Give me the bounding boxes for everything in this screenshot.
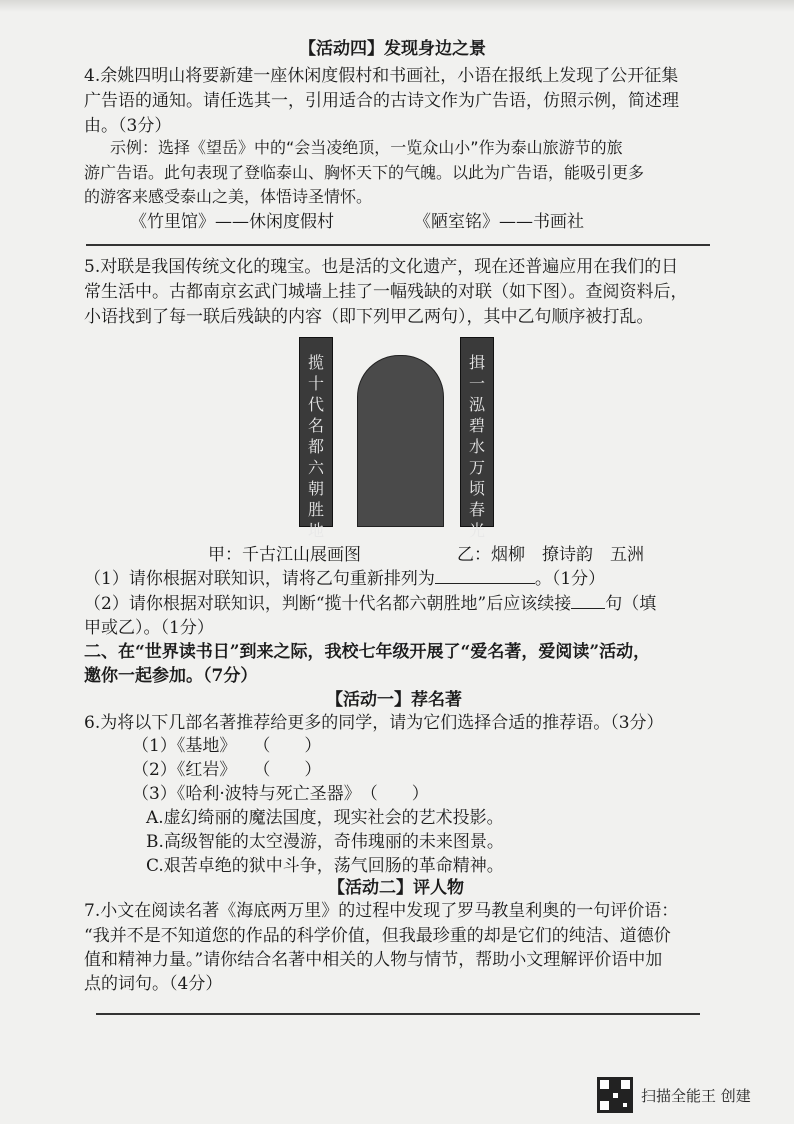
q6-item-2: （2）《红岩》 （ ）: [132, 760, 322, 780]
couplet-char: 六: [307, 458, 324, 477]
couplet-char: 万: [468, 458, 485, 477]
q6-item-1: （1）《基地》 （ ）: [132, 736, 322, 756]
sub1-answer-blank[interactable]: [435, 583, 535, 584]
q5-sub2: （2）请你根据对联知识，判断“揽十代名都六朝胜地”后应该续接 句（填: [84, 594, 657, 614]
q4-line3: 由。（3分）: [84, 116, 172, 136]
couplet-char: 顷: [468, 479, 485, 498]
couplet-char: 朝: [307, 479, 324, 498]
q7-line4: 点的词句。（4分）: [84, 974, 223, 994]
section2-line1: 二、在“世界读书日”到来之际，我校七年级开展了“爱名著，爱阅读”活动，: [84, 642, 651, 662]
q5-sub1: （1）请你根据对联知识，请将乙句重新排列为 。（1分）: [84, 569, 606, 589]
q5-line1: 5.对联是我国传统文化的瑰宝。也是活的文化遗产，现在还普遍应用在我们的日: [84, 257, 679, 277]
couplet-char: 揽: [307, 353, 324, 372]
couplet-char: 光: [468, 521, 485, 540]
section2-line2: 邀你一起参加。（7分）: [84, 666, 258, 686]
city-gate-image: [357, 355, 444, 527]
q6-choice-a: A.虚幻绮丽的魔法国度，现实社会的艺术投影。: [146, 808, 504, 828]
q5-sub2-line2: 甲或乙）。（1分）: [84, 618, 214, 638]
couplet-char: 地: [307, 521, 324, 540]
option-b: 《陋室铭》——书画社: [414, 212, 584, 232]
couplet-char: 十: [307, 374, 324, 393]
couplet-char: 胜: [307, 500, 324, 519]
q5-line3: 小语找到了每一联后残缺的内容（即下列甲乙两句），其中乙句顺序被打乱。: [84, 307, 654, 327]
option-a: 《竹里馆》——休闲度假村: [130, 212, 334, 232]
example-line2: 游广告语。此句表现了登临泰山、胸怀天下的气魄。以此为广告语，能吸引更多: [84, 163, 645, 182]
sub2-answer-blank[interactable]: [571, 608, 605, 609]
q4-line1: 4.余姚四明山将要新建一座休闲度假村和书画社，小语在报纸上发现了公开征集: [84, 66, 679, 86]
jia-line: 甲：千古江山展画图: [208, 545, 361, 565]
scanner-watermark: 扫描全能王 创建: [641, 1087, 751, 1105]
q7-line1: 7.小文在阅读名著《海底两万里》的过程中发现了罗马教皇利奥的一句评价语：: [84, 901, 679, 921]
q4-line2: 广告语的通知。请任选其一，引用适合的古诗文作为广告语，仿照示例，简述理: [84, 91, 679, 111]
q6-item-3: （3）《哈利·波特与死亡圣器》 （ ）: [132, 784, 429, 804]
q5-line2: 常生活中。古都南京玄武门城墙上挂了一幅残缺的对联（如下图）。查阅资料后，: [84, 282, 688, 302]
yi-line: 乙：烟柳 撩诗韵 五洲: [457, 545, 644, 565]
couplet-char: 春: [468, 500, 485, 519]
answer-line: [86, 244, 710, 246]
couplet-char: 碧: [468, 416, 485, 435]
q6-choice-b: B.高级智能的太空漫游，奇伟瑰丽的未来图景。: [146, 832, 504, 852]
right-couplet-scroll: [460, 337, 494, 540]
answer-line: [96, 1013, 700, 1015]
q6-choice-c: C.艰苦卓绝的狱中斗争，荡气回肠的革命精神。: [146, 856, 504, 876]
couplet-char: 水: [468, 437, 485, 456]
couplet-char: 揖: [468, 353, 485, 372]
couplet-char: 代: [307, 395, 324, 414]
scan-top-edge: [0, 0, 794, 12]
left-couplet-scroll: [299, 337, 333, 540]
q6-line: 6.为将以下几部名著推荐给更多的同学，请为它们选择合适的推荐语。（3分）: [84, 713, 664, 733]
couplet-char: 名: [307, 416, 324, 435]
qr-code-icon: [597, 1077, 633, 1113]
activity2-title: 【活动二】评人物: [328, 878, 464, 898]
couplet-char: 都: [307, 437, 324, 456]
activity1-title: 【活动一】荐名著: [326, 690, 462, 710]
example-line1: 示例：选择《望岳》中的“会当凌绝顶，一览众山小”作为泰山旅游节的旅: [110, 138, 623, 157]
example-line3: 的游客来感受泰山之美，体悟诗圣情怀。: [84, 187, 373, 206]
activity4-title: 【活动四】发现身边之景: [299, 39, 486, 59]
q7-line2: “我并不是不知道您的作品的科学价值，但我最珍重的却是它们的纯洁、道德价: [84, 926, 671, 946]
q7-line3: 值和精神力量。”请你结合名著中相关的人物与情节，帮助小文理解评价语中加: [84, 950, 663, 970]
couplet-char: 一: [468, 374, 485, 393]
couplet-char: 泓: [468, 395, 485, 414]
